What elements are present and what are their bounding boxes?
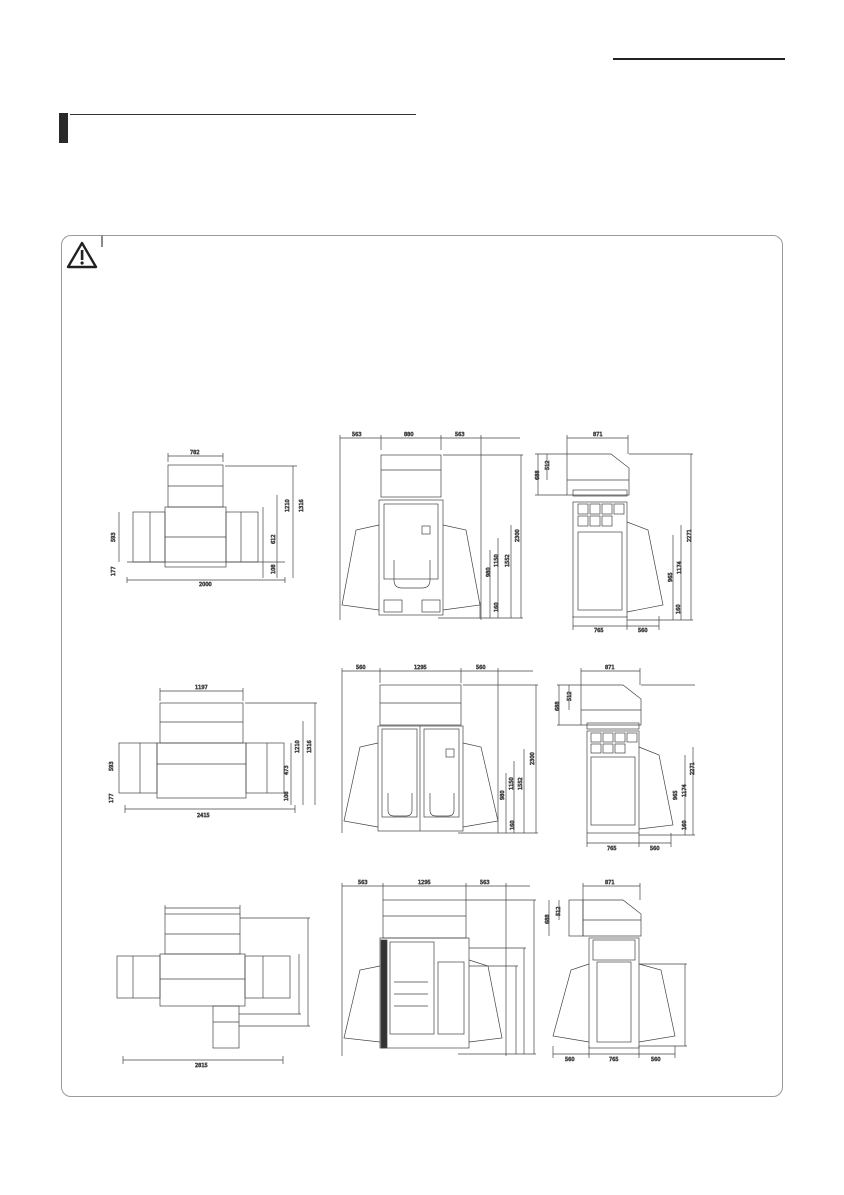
top-view-diagram-1	[105, 450, 310, 595]
dim-text: 871	[605, 665, 615, 671]
dim-text: 560	[565, 1057, 575, 1063]
dim-text: 108	[271, 564, 277, 574]
dim-text: 1552	[518, 777, 524, 790]
dim-text: 688	[535, 470, 541, 480]
dim-text: 160	[510, 820, 516, 830]
dim-text: 2000	[199, 582, 212, 588]
dim-text: 1552	[505, 554, 511, 567]
front-view-diagram-1	[338, 430, 528, 625]
dim-text: 177	[111, 566, 117, 576]
dim-text: 880	[404, 432, 414, 438]
dim-text: 560	[638, 628, 648, 634]
dim-text: 1150	[494, 554, 500, 567]
dim-text: 871	[593, 432, 603, 438]
dim-text: 2300	[530, 752, 536, 765]
side-view-diagram-2	[555, 663, 705, 853]
dim-text: 765	[609, 1057, 619, 1063]
caution-tab-divider	[101, 235, 103, 247]
side-view-diagram-3	[545, 878, 705, 1068]
dim-text: 2271	[687, 529, 693, 542]
side-view-diagram-1	[533, 430, 698, 635]
dim-text: 2415	[197, 813, 210, 819]
dim-text: 563	[352, 432, 362, 438]
section-title-rule	[70, 114, 416, 115]
dim-text: 980	[500, 790, 506, 800]
dim-text: 1174	[682, 784, 688, 797]
dim-text: 688	[555, 701, 561, 711]
dim-text: 1174	[677, 561, 683, 574]
top-view-diagram-3	[105, 900, 320, 1070]
top-view-diagram-2	[105, 683, 320, 823]
dim-text: 593	[111, 532, 117, 542]
header-rule	[613, 58, 785, 60]
dim-text: 1210	[285, 499, 291, 512]
dim-text: 563	[358, 880, 368, 886]
dim-text: 980	[486, 567, 492, 577]
dim-text: 965	[673, 790, 679, 800]
dim-text: 512	[556, 906, 562, 916]
dim-text: 688	[545, 914, 551, 924]
dim-text: 560	[651, 1057, 661, 1063]
dim-text: 160	[682, 820, 688, 830]
dim-text: 177	[109, 793, 115, 803]
dim-text: 563	[480, 880, 490, 886]
dim-text: 1210	[295, 740, 301, 753]
dim-text: 2815	[195, 1063, 208, 1069]
dim-text: 1316	[307, 740, 313, 753]
dim-text: 1295	[414, 665, 427, 671]
dim-text: 782	[190, 450, 200, 456]
front-view-diagram-2	[338, 663, 543, 843]
dim-text: 560	[476, 665, 486, 671]
dim-text: 160	[676, 604, 682, 614]
dim-text: 160	[494, 602, 500, 612]
dim-text: 473	[284, 765, 290, 775]
dim-text: 593	[109, 761, 115, 771]
section-marker	[59, 113, 68, 143]
dim-text: 1316	[299, 499, 305, 512]
dim-text: 512	[567, 691, 573, 701]
front-view-diagram-3	[338, 878, 543, 1063]
dim-text: 560	[650, 846, 660, 852]
dim-text: 1197	[195, 685, 208, 691]
dim-text: 563	[455, 432, 465, 438]
dim-text: 965	[668, 572, 674, 582]
dim-text: 871	[605, 880, 615, 886]
dim-text: 2300	[515, 529, 521, 542]
dim-text: 108	[284, 791, 290, 801]
dim-text: 1295	[418, 880, 431, 886]
dim-text: 765	[594, 628, 604, 634]
dim-text: 560	[356, 665, 366, 671]
dim-text: 612	[271, 534, 277, 544]
dim-text: 1150	[509, 777, 515, 790]
dim-text: 765	[607, 846, 617, 852]
dim-text: 512	[545, 460, 551, 470]
dim-text: 2271	[690, 762, 696, 775]
warning-triangle-icon	[66, 240, 98, 270]
